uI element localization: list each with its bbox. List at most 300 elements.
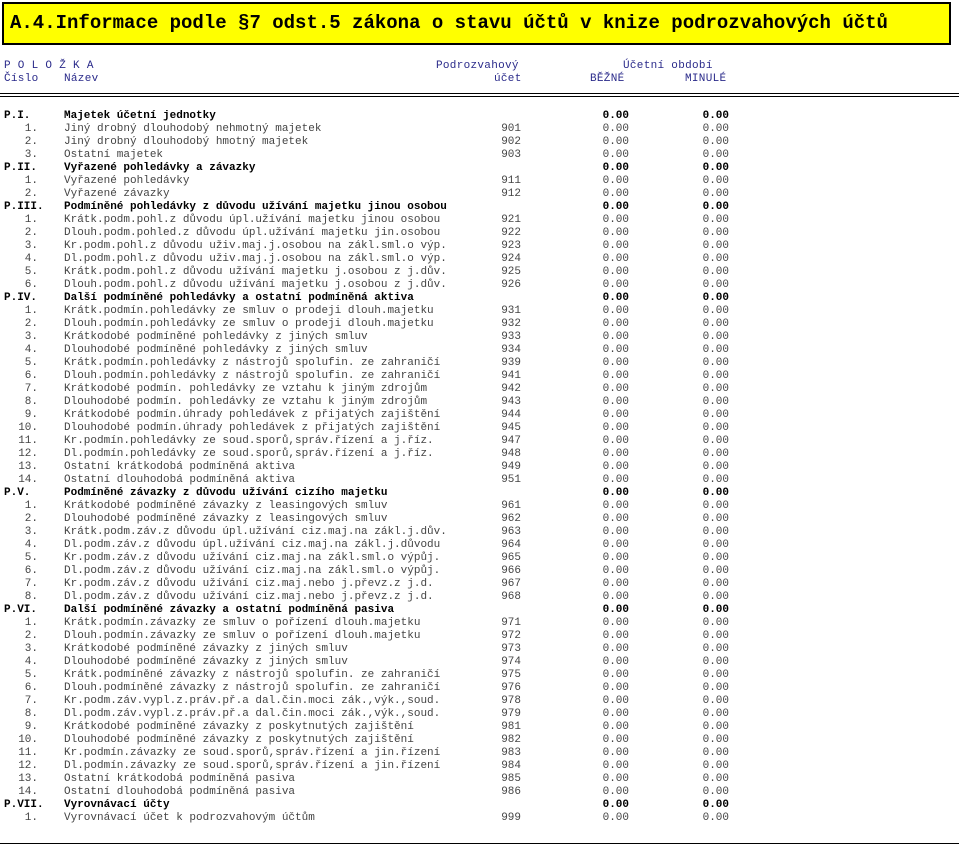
table-row — [0, 565, 959, 578]
section-code: P.V. — [4, 487, 31, 499]
previous-period-value: 0.00 — [702, 344, 729, 356]
previous-period-value: 0.00 — [702, 435, 729, 447]
current-period-value: 0.00 — [602, 253, 629, 265]
current-period-value: 0.00 — [602, 383, 629, 395]
previous-period-value: 0.00 — [702, 162, 729, 174]
table-row — [0, 214, 959, 227]
previous-period-value: 0.00 — [702, 188, 729, 200]
current-period-value: 0.00 — [602, 708, 629, 720]
table-row — [0, 435, 959, 448]
previous-period-value: 0.00 — [702, 149, 729, 161]
previous-period-value: 0.00 — [702, 279, 729, 291]
table-row — [0, 227, 959, 240]
header-cislo: Číslo — [4, 73, 39, 85]
table-row — [0, 500, 959, 513]
account-number: 949 — [501, 461, 521, 473]
item-number: 4. — [24, 656, 38, 668]
item-number: 6. — [24, 682, 38, 694]
table-row — [0, 370, 959, 383]
previous-period-value: 0.00 — [702, 370, 729, 382]
item-number: 9. — [24, 721, 38, 733]
current-period-value: 0.00 — [602, 110, 629, 122]
item-name: Krátkodobé podmíněné pohledávky z jiných smluv — [64, 331, 368, 343]
current-period-value: 0.00 — [602, 149, 629, 161]
account-number: 926 — [501, 279, 521, 291]
item-number: 1. — [24, 305, 38, 317]
current-period-value: 0.00 — [602, 799, 629, 811]
item-number: 8. — [24, 396, 38, 408]
table-row — [0, 812, 959, 825]
item-number: 5. — [24, 669, 38, 681]
account-number: 963 — [501, 526, 521, 538]
current-period-value: 0.00 — [602, 136, 629, 148]
item-name: Krátkodobé podmíněné závazky z leasingových smluv — [64, 500, 388, 512]
item-number: 9. — [24, 409, 38, 421]
item-number: 1. — [24, 812, 38, 824]
account-number: 901 — [501, 123, 521, 135]
item-name: Kr.podm.pohl.z důvodu uživ.maj.j.osobou na zákl.sml.o výp. — [64, 240, 447, 252]
table-row — [0, 656, 959, 669]
section-code: P.VI. — [4, 604, 38, 616]
table-row — [0, 357, 959, 370]
item-number: 1. — [24, 500, 38, 512]
section-code: P.VII. — [4, 799, 44, 811]
previous-period-value: 0.00 — [702, 773, 729, 785]
current-period-value: 0.00 — [602, 643, 629, 655]
current-period-value: 0.00 — [602, 279, 629, 291]
current-period-value: 0.00 — [602, 812, 629, 824]
table-row — [0, 526, 959, 539]
item-name: Krátk.podmín.pohledávky z nástrojů spolufin. ze zahraničí — [64, 357, 441, 369]
table-row — [0, 305, 959, 318]
item-name: Krátk.podm.pohl.z důvodu užívání majetku j.osobou z j.dův. — [64, 266, 447, 278]
table-row — [0, 448, 959, 461]
account-number: 924 — [501, 253, 521, 265]
header-bezne: BĚŽNÉ — [590, 73, 625, 85]
table-row — [0, 136, 959, 149]
section-row — [0, 292, 959, 305]
table-row — [0, 721, 959, 734]
current-period-value: 0.00 — [602, 513, 629, 525]
account-number: 961 — [501, 500, 521, 512]
item-number: 3. — [24, 331, 38, 343]
item-name: Krátk.podmín.pohledávky ze smluv o prodeji dlouh.majetku — [64, 305, 434, 317]
section-name: Vyřazené pohledávky a závazky — [64, 162, 256, 174]
account-number: 962 — [501, 513, 521, 525]
account-number: 981 — [501, 721, 521, 733]
item-name: Dlouhodobé podmíněné závazky z jiných smluv — [64, 656, 348, 668]
account-number: 941 — [501, 370, 521, 382]
current-period-value: 0.00 — [602, 682, 629, 694]
section-code: P.I. — [4, 110, 31, 122]
previous-period-value: 0.00 — [702, 318, 729, 330]
item-name: Dl.podmín.závazky ze soud.sporů,správ.řízení a jin.řízení — [64, 760, 441, 772]
current-period-value: 0.00 — [602, 552, 629, 564]
item-number: 3. — [24, 526, 38, 538]
item-number: 8. — [24, 591, 38, 603]
table-row — [0, 344, 959, 357]
previous-period-value: 0.00 — [702, 721, 729, 733]
account-number: 951 — [501, 474, 521, 486]
account-number: 978 — [501, 695, 521, 707]
item-name: Krátkodobé podmíněné závazky z poskytnutých zajištění — [64, 721, 414, 733]
table-row — [0, 669, 959, 682]
section-name: Podmíněné pohledávky z důvodu užívání majetku jinou osobou — [64, 201, 447, 213]
table-row — [0, 266, 959, 279]
item-name: Dlouhodobé podmín.úhrady pohledávek z přijatých zajištění — [64, 422, 441, 434]
item-name: Kr.podmín.závazky ze soud.sporů,správ.řízení a jin.řízení — [64, 747, 441, 759]
item-number: 11. — [18, 435, 38, 447]
current-period-value: 0.00 — [602, 292, 629, 304]
account-number: 965 — [501, 552, 521, 564]
previous-period-value: 0.00 — [702, 240, 729, 252]
account-number: 921 — [501, 214, 521, 226]
current-period-value: 0.00 — [602, 214, 629, 226]
previous-period-value: 0.00 — [702, 539, 729, 551]
section-row — [0, 201, 959, 214]
item-number: 2. — [24, 630, 38, 642]
current-period-value: 0.00 — [602, 201, 629, 213]
item-number: 1. — [24, 214, 38, 226]
account-number: 931 — [501, 305, 521, 317]
item-name: Kr.podm.záv.vypl.z.práv.př.a dal.čin.moci zák.,výk.,soud. — [64, 695, 441, 707]
item-name: Dl.podm.záv.z důvodu užívání ciz.maj.na zákl.sml.o výpůj. — [64, 565, 441, 577]
item-name: Krátkodobé podmín. pohledávky ze vztahu k jiným zdrojům — [64, 383, 428, 395]
item-number: 1. — [24, 617, 38, 629]
current-period-value: 0.00 — [602, 357, 629, 369]
item-name: Krátk.podmíněné závazky z nástrojů spolufin. ze zahraničí — [64, 669, 441, 681]
account-number: 945 — [501, 422, 521, 434]
item-number: 2. — [24, 227, 38, 239]
previous-period-value: 0.00 — [702, 630, 729, 642]
item-number: 12. — [18, 760, 38, 772]
item-number: 4. — [24, 253, 38, 265]
table-row — [0, 552, 959, 565]
account-number: 923 — [501, 240, 521, 252]
item-number: 6. — [24, 370, 38, 382]
item-name: Kr.podmín.pohledávky ze soud.sporů,správ.řízení a j.říz. — [64, 435, 434, 447]
current-period-value: 0.00 — [602, 461, 629, 473]
current-period-value: 0.00 — [602, 396, 629, 408]
current-period-value: 0.00 — [602, 474, 629, 486]
item-number: 10. — [18, 422, 38, 434]
previous-period-value: 0.00 — [702, 357, 729, 369]
current-period-value: 0.00 — [602, 734, 629, 746]
item-name: Dlouh.podm.pohl.z důvodu užívání majetku j.osobou z j.dův. — [64, 279, 447, 291]
header-ucetni-obdobi: Účetní období — [623, 60, 713, 72]
item-name: Dl.podm.pohl.z důvodu uživ.maj.j.osobou na zákl.sml.o výp. — [64, 253, 447, 265]
item-name: Dlouhodobé podmíněné závazky z leasingových smluv — [64, 513, 388, 525]
previous-period-value: 0.00 — [702, 175, 729, 187]
report-title-box — [2, 2, 951, 45]
account-number: 999 — [501, 812, 521, 824]
item-number: 6. — [24, 279, 38, 291]
current-period-value: 0.00 — [602, 630, 629, 642]
previous-period-value: 0.00 — [702, 656, 729, 668]
account-number: 911 — [501, 175, 521, 187]
previous-period-value: 0.00 — [702, 136, 729, 148]
item-name: Vyrovnávací účet k podrozvahovým účtům — [64, 812, 315, 824]
item-name: Jiný drobný dlouhodobý nehmotný majetek — [64, 123, 322, 135]
table-row — [0, 279, 959, 292]
table-row — [0, 578, 959, 591]
item-number: 3. — [24, 240, 38, 252]
item-number: 13. — [18, 773, 38, 785]
item-name: Dl.podm.záv.z důvodu užívání ciz.maj.nebo j.převz.z j.d. — [64, 591, 434, 603]
previous-period-value: 0.00 — [702, 383, 729, 395]
item-name: Dlouh.podm.pohled.z důvodu úpl.užívání majetku jin.osobou — [64, 227, 441, 239]
current-period-value: 0.00 — [602, 448, 629, 460]
current-period-value: 0.00 — [602, 617, 629, 629]
section-row — [0, 604, 959, 617]
previous-period-value: 0.00 — [702, 513, 729, 525]
item-number: 2. — [24, 513, 38, 525]
current-period-value: 0.00 — [602, 487, 629, 499]
previous-period-value: 0.00 — [702, 409, 729, 421]
current-period-value: 0.00 — [602, 565, 629, 577]
previous-period-value: 0.00 — [702, 448, 729, 460]
account-number: 983 — [501, 747, 521, 759]
account-number: 948 — [501, 448, 521, 460]
table-row — [0, 591, 959, 604]
header-divider-bottom — [0, 96, 959, 97]
previous-period-value: 0.00 — [702, 331, 729, 343]
item-number: 11. — [18, 747, 38, 759]
current-period-value: 0.00 — [602, 188, 629, 200]
table-row — [0, 734, 959, 747]
previous-period-value: 0.00 — [702, 396, 729, 408]
previous-period-value: 0.00 — [702, 461, 729, 473]
item-name: Dlouh.podmíněné závazky z nástrojů spolufin. ze zahraničí — [64, 682, 441, 694]
previous-period-value: 0.00 — [702, 747, 729, 759]
account-number: 971 — [501, 617, 521, 629]
item-name: Ostatní krátkodobá podmíněná pasiva — [64, 773, 296, 785]
current-period-value: 0.00 — [602, 760, 629, 772]
item-number: 10. — [18, 734, 38, 746]
current-period-value: 0.00 — [602, 773, 629, 785]
table-row — [0, 149, 959, 162]
item-name: Vyřazené pohledávky — [64, 175, 190, 187]
current-period-value: 0.00 — [602, 721, 629, 733]
current-period-value: 0.00 — [602, 240, 629, 252]
item-name: Dlouhodobé podmín. pohledávky ze vztahu k jiným zdrojům — [64, 396, 428, 408]
table-row — [0, 396, 959, 409]
account-number: 986 — [501, 786, 521, 798]
previous-period-value: 0.00 — [702, 760, 729, 772]
table-row — [0, 747, 959, 760]
item-name: Ostatní krátkodobá podmíněná aktiva — [64, 461, 296, 473]
account-number: 933 — [501, 331, 521, 343]
item-name: Dlouh.podmín.pohledávky z nástrojů spolufin. ze zahraničí — [64, 370, 441, 382]
previous-period-value: 0.00 — [702, 734, 729, 746]
current-period-value: 0.00 — [602, 669, 629, 681]
previous-period-value: 0.00 — [702, 786, 729, 798]
current-period-value: 0.00 — [602, 578, 629, 590]
account-number: 974 — [501, 656, 521, 668]
item-number: 5. — [24, 266, 38, 278]
account-number: 973 — [501, 643, 521, 655]
account-number: 966 — [501, 565, 521, 577]
account-number: 968 — [501, 591, 521, 603]
account-number: 975 — [501, 669, 521, 681]
table-row — [0, 760, 959, 773]
table-row — [0, 331, 959, 344]
previous-period-value: 0.00 — [702, 487, 729, 499]
previous-period-value: 0.00 — [702, 422, 729, 434]
current-period-value: 0.00 — [602, 370, 629, 382]
previous-period-value: 0.00 — [702, 500, 729, 512]
previous-period-value: 0.00 — [702, 682, 729, 694]
account-number: 964 — [501, 539, 521, 551]
table-row — [0, 409, 959, 422]
table-row — [0, 318, 959, 331]
header-divider-top — [0, 93, 959, 94]
account-number: 985 — [501, 773, 521, 785]
previous-period-value: 0.00 — [702, 526, 729, 538]
account-number: 939 — [501, 357, 521, 369]
item-name: Dlouhodobé podmíněné závazky z poskytnutých zajištění — [64, 734, 414, 746]
previous-period-value: 0.00 — [702, 643, 729, 655]
header-podrozvahovy: Podrozvahový — [436, 60, 519, 72]
section-name: Vyrovnávací účty — [64, 799, 170, 811]
header-nazev: Název — [64, 73, 99, 85]
current-period-value: 0.00 — [602, 526, 629, 538]
previous-period-value: 0.00 — [702, 110, 729, 122]
current-period-value: 0.00 — [602, 305, 629, 317]
section-name: Podmíněné závazky z důvodu užívání cizího majetku — [64, 487, 388, 499]
item-name: Vyřazené závazky — [64, 188, 170, 200]
item-name: Ostatní dlouhodobá podmíněná aktiva — [64, 474, 296, 486]
table-bottom-rule — [0, 843, 959, 844]
item-name: Krátk.podmín.závazky ze smluv o pořízení dlouh.majetku — [64, 617, 421, 629]
table-row — [0, 513, 959, 526]
previous-period-value: 0.00 — [702, 266, 729, 278]
account-number: 972 — [501, 630, 521, 642]
current-period-value: 0.00 — [602, 331, 629, 343]
item-name: Dlouh.podmín.závazky ze smluv o pořízení dlouh.majetku — [64, 630, 421, 642]
account-number: 976 — [501, 682, 521, 694]
account-number: 925 — [501, 266, 521, 278]
table-row — [0, 240, 959, 253]
account-number: 903 — [501, 149, 521, 161]
section-code: P.II. — [4, 162, 38, 174]
current-period-value: 0.00 — [602, 162, 629, 174]
current-period-value: 0.00 — [602, 747, 629, 759]
account-number: 967 — [501, 578, 521, 590]
item-name: Dlouh.podmín.pohledávky ze smluv o prodeji dlouh.majetku — [64, 318, 434, 330]
table-row — [0, 643, 959, 656]
current-period-value: 0.00 — [602, 656, 629, 668]
item-number: 13. — [18, 461, 38, 473]
header-ucet: účet — [494, 73, 522, 85]
account-number: 984 — [501, 760, 521, 772]
current-period-value: 0.00 — [602, 123, 629, 135]
previous-period-value: 0.00 — [702, 604, 729, 616]
current-period-value: 0.00 — [602, 175, 629, 187]
section-name: Majetek účetní jednotky — [64, 110, 216, 122]
item-number: 4. — [24, 539, 38, 551]
current-period-value: 0.00 — [602, 435, 629, 447]
item-number: 7. — [24, 695, 38, 707]
section-code: P.IV. — [4, 292, 38, 304]
item-number: 3. — [24, 149, 38, 161]
account-number: 982 — [501, 734, 521, 746]
table-row — [0, 474, 959, 487]
item-number: 14. — [18, 474, 38, 486]
previous-period-value: 0.00 — [702, 552, 729, 564]
item-number: 3. — [24, 643, 38, 655]
current-period-value: 0.00 — [602, 409, 629, 421]
account-number: 942 — [501, 383, 521, 395]
table-row — [0, 253, 959, 266]
account-number: 943 — [501, 396, 521, 408]
account-number: 902 — [501, 136, 521, 148]
item-name: Krátkodobé podmíněné závazky z jiných smluv — [64, 643, 348, 655]
previous-period-value: 0.00 — [702, 214, 729, 226]
account-number: 979 — [501, 708, 521, 720]
account-number: 932 — [501, 318, 521, 330]
item-number: 2. — [24, 318, 38, 330]
item-name: Kr.podm.záv.z důvodu užívání ciz.maj.na zákl.sml.o výpůj. — [64, 552, 441, 564]
table-row — [0, 123, 959, 136]
table-row — [0, 695, 959, 708]
previous-period-value: 0.00 — [702, 201, 729, 213]
previous-period-value: 0.00 — [702, 565, 729, 577]
table-row — [0, 682, 959, 695]
table-row — [0, 708, 959, 721]
item-number: 1. — [24, 175, 38, 187]
previous-period-value: 0.00 — [702, 292, 729, 304]
current-period-value: 0.00 — [602, 344, 629, 356]
item-name: Krátk.podm.záv.z důvodu úpl.užívání ciz.maj.na zákl.j.dův. — [64, 526, 447, 538]
section-row — [0, 110, 959, 123]
current-period-value: 0.00 — [602, 695, 629, 707]
table-row — [0, 422, 959, 435]
current-period-value: 0.00 — [602, 227, 629, 239]
item-number: 2. — [24, 136, 38, 148]
item-number: 7. — [24, 383, 38, 395]
previous-period-value: 0.00 — [702, 708, 729, 720]
table-row — [0, 786, 959, 799]
item-name: Krátkodobé podmín.úhrady pohledávek z přijatých zajištění — [64, 409, 441, 421]
item-name: Krátk.podm.pohl.z důvodu úpl.užívání majetku jinou osobou — [64, 214, 441, 226]
item-name: Kr.podm.záv.z důvodu užívání ciz.maj.nebo j.převz.z j.d. — [64, 578, 434, 590]
account-number: 944 — [501, 409, 521, 421]
current-period-value: 0.00 — [602, 786, 629, 798]
item-number: 8. — [24, 708, 38, 720]
section-row — [0, 487, 959, 500]
item-number: 5. — [24, 357, 38, 369]
previous-period-value: 0.00 — [702, 253, 729, 265]
header-minule: MINULÉ — [685, 73, 727, 85]
previous-period-value: 0.00 — [702, 591, 729, 603]
previous-period-value: 0.00 — [702, 123, 729, 135]
current-period-value: 0.00 — [602, 422, 629, 434]
table-row — [0, 383, 959, 396]
item-number: 7. — [24, 578, 38, 590]
item-name: Dl.podmín.pohledávky ze soud.sporů,správ.řízení a j.říz. — [64, 448, 434, 460]
previous-period-value: 0.00 — [702, 695, 729, 707]
item-name: Dl.podm.záv.vypl.z.práv.př.a dal.čin.moci zák.,výk.,soud. — [64, 708, 441, 720]
table-row — [0, 630, 959, 643]
item-number: 6. — [24, 565, 38, 577]
item-name: Dlouhodobé podmíněné pohledávky z jiných smluv — [64, 344, 368, 356]
table-row — [0, 461, 959, 474]
previous-period-value: 0.00 — [702, 812, 729, 824]
section-row — [0, 799, 959, 812]
item-name: Jiný drobný dlouhodobý hmotný majetek — [64, 136, 309, 148]
section-row — [0, 162, 959, 175]
